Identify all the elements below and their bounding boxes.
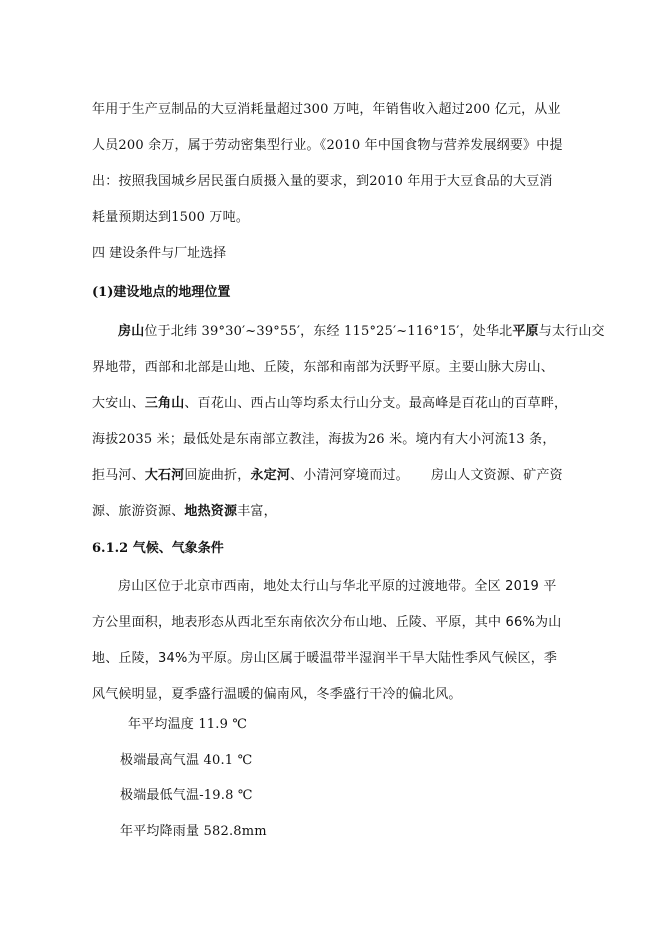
geo-paragraph-line-5 [92,467,563,485]
geo-paragraph-line-2: 界地带，西部和北部是山地、丘陵，东部和南部为沃野平原。主要山脉大房山、 [92,360,555,375]
climate-avg-temp: 年平均温度 11.9 ℃ [128,717,248,732]
geo-bold-sanjiaoshan: 三角山 [144,396,185,411]
geo-bold-fangshan: 房山 [118,324,145,339]
climate-paragraph-line-4: 风气候明显，夏季盛行温暖的偏南风，冬季盛行干冷的偏北风。 [92,687,462,702]
climate-paragraph-line-2: 方公里面积，地表形态从西北至东南依次分布山地、丘陵、平原，其中 66%为山 [92,615,562,630]
intro-line-4: 耗量预期达到1500 万吨。 [92,210,250,225]
climate-min-temp: 极端最低气温-19.8 ℃ [120,788,253,803]
geo-bold-dire: 地热资源 [184,504,238,519]
subsection-2-title: 6.1.2 气候、气象条件 [92,541,224,556]
climate-paragraph-line-1: 房山区位于北京市西南，地处太行山与华北平原的过渡地带。全区 2019 平 [118,579,557,594]
climate-rainfall: 年平均降雨量 582.8mm [120,824,267,839]
geo-bold-dashihe: 大石河 [144,468,185,483]
geo-paragraph-line-3 [92,395,567,413]
geo-paragraph-line-6 [92,503,277,521]
geo-paragraph-line-4: 海拔2035 米；最低处是东南部立教洼，海拔为26 米。境内有大小河流13 条， [92,432,556,447]
geo-text-1: 位于北纬 39°30′~39°55′，东经 115°25′~116°15′，处华北 [144,324,513,339]
intro-line-3: 出：按照我国城乡居民蛋白质摄入量的要求，到2010 年用于大豆食品的大豆消 [92,174,553,189]
intro-line-2: 人员200 余万，属于劳动密集型行业。《2010 年中国食物与营养发展纲要》中提 [92,138,563,153]
section-4-title: 四 建设条件与厂址选择 [92,246,227,261]
geo-text-5-end: 房山人文资源、矿产资 [430,468,563,483]
geo-text-6-start: 源、旅游资源、 [92,504,185,519]
geo-paragraph-line-1 [118,323,605,341]
geo-bold-yongdinghe: 永定河 [250,468,291,483]
geo-text-5-start: 拒马河、 [92,468,145,483]
climate-paragraph-line-3: 地、丘陵，34%为平原。房山区属于暖温带半湿润半干旱大陆性季风气候区，季 [92,651,558,666]
intro-line-1: 年用于生产豆制品的大豆消耗量超过300 万吨，年销售收入超过200 亿元，从业 [92,102,561,117]
geo-bold-pingyuan: 平原 [512,324,539,339]
geo-text-3-end: 、百花山、西占山等均系太行山分支。最高峰是百花山的百草畔， [184,396,568,411]
subsection-1-title: (1)建设地点的地理位置 [92,285,231,300]
climate-max-temp: 极端最高气温 40.1 ℃ [120,753,253,768]
geo-text-5-mid2: 、小清河穿境而过。 [290,468,409,483]
geo-text-3-start: 大安山、 [92,396,145,411]
geo-text-6-end: 丰富， [237,504,277,519]
geo-text-1-end: 与太行山交 [538,324,605,339]
geo-text-5-mid: 回旋曲折， [184,468,251,483]
